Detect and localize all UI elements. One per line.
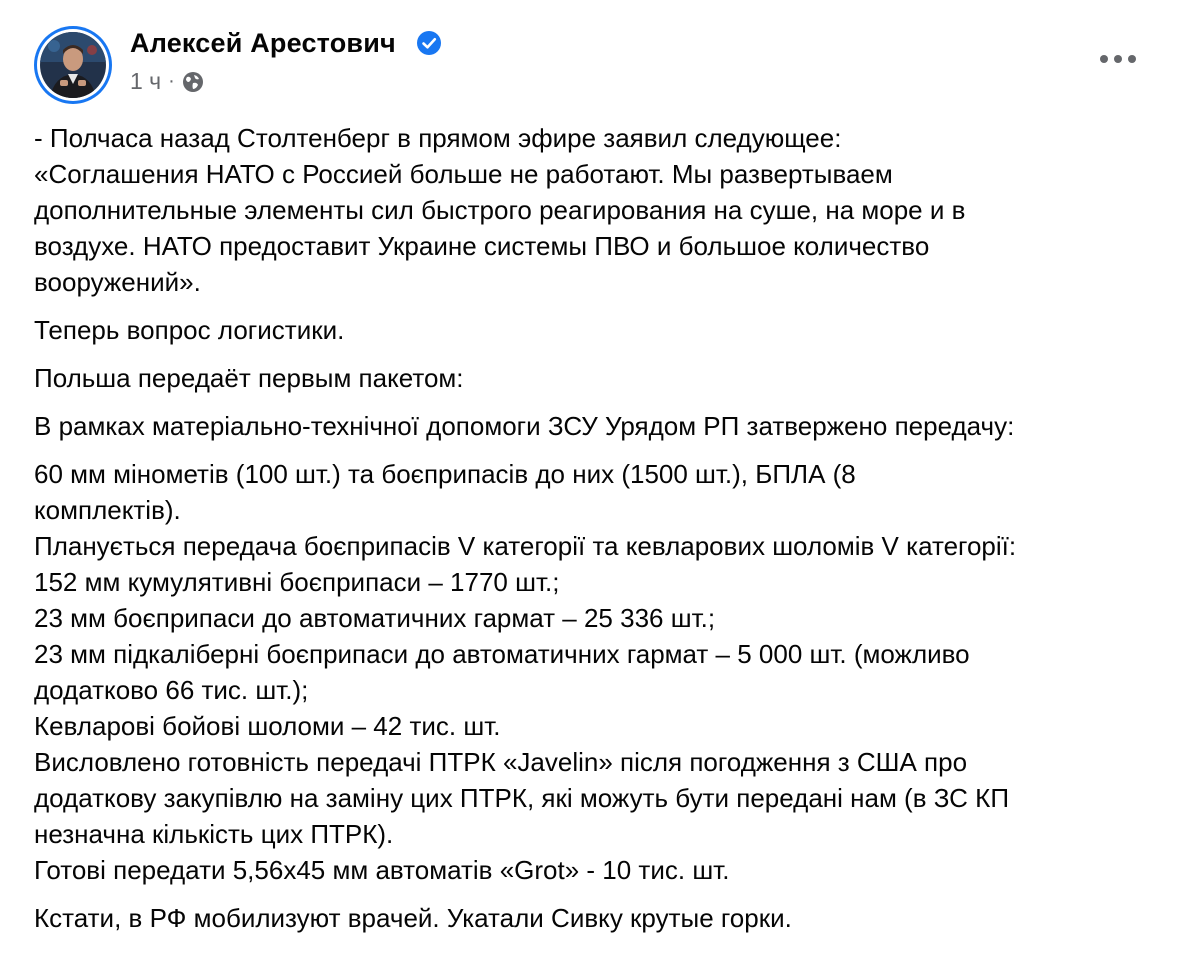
post-timestamp[interactable]: 1 ч: [130, 68, 162, 94]
text-line: Планується передача боєприпасів V категорії та кевларових шоломів V категорії:: [34, 531, 1017, 561]
post-paragraph: [34, 408, 1154, 444]
text-line: 23 мм боєприпаси до автоматичних гармат – 25 336 шт.;: [34, 603, 716, 633]
more-dot: [1114, 55, 1122, 63]
text-line: вооружений».: [34, 267, 201, 297]
text-line: додатково 66 тис. шт.);: [34, 675, 309, 705]
post-paragraph: [34, 456, 1154, 888]
post-paragraph: [34, 360, 1154, 396]
post-paragraph: [34, 120, 1154, 300]
text-line: комплектів).: [34, 495, 181, 525]
author-name[interactable]: Алексей Арестович: [130, 28, 396, 58]
text-line: В рамках матеріально-технічної допомоги ЗСУ Урядом РП затвержено передачу:: [34, 411, 1015, 441]
avatar-ring: [37, 29, 109, 101]
post-paragraph: [34, 312, 1154, 348]
text-line: 152 мм кумулятивні боєприпаси – 1770 шт.;: [34, 567, 560, 597]
text-line: «Соглашения НАТО с Россией больше не работают. Мы развертываем: [34, 159, 893, 189]
text-line: Висловлено готовність передачі ПТРК «Javelin» після погодження з США про: [34, 747, 968, 777]
more-options-icon[interactable]: [1100, 52, 1136, 66]
globe-icon[interactable]: [182, 71, 204, 93]
text-line: дополнительные элементы сил быстрого реагирования на суше, на море и в: [34, 195, 966, 225]
text-line: незначна кількість цих ПТРК).: [34, 819, 394, 849]
meta-separator: ·: [168, 70, 175, 92]
post-header: [34, 26, 1154, 106]
verified-badge-icon: [416, 30, 442, 56]
post-meta: [130, 68, 204, 95]
more-dot: [1100, 55, 1108, 63]
text-line: Готові передати 5,56х45 мм автоматів «Grot» - 10 тис. шт.: [34, 855, 730, 885]
post-body: [34, 120, 1154, 948]
avatar-photo: [40, 32, 106, 98]
text-line: додаткову закупівлю на заміну цих ПТРК, які можуть бути передані нам (в ЗС КП: [34, 783, 1009, 813]
text-line: Кстати, в РФ мобилизуют врачей. Укатали Сивку крутые горки.: [34, 903, 792, 933]
post-paragraph: [34, 900, 1154, 936]
text-line: - Полчаса назад Столтенберг в прямом эфире заявил следующее:: [34, 123, 842, 153]
text-line: 60 мм мінометів (100 шт.) та боєприпасів до них (1500 шт.), БПЛА (8: [34, 459, 856, 489]
text-line: воздухе. НАТО предоставит Украине системы ПВО и большое количество: [34, 231, 930, 261]
text-line: 23 мм підкаліберні боєприпаси до автоматичних гармат – 5 000 шт. (можливо: [34, 639, 970, 669]
author-avatar[interactable]: [34, 26, 112, 104]
more-dot: [1128, 55, 1136, 63]
text-line: Кевларові бойові шоломи – 42 тис. шт.: [34, 711, 501, 741]
text-line: Теперь вопрос логистики.: [34, 315, 345, 345]
text-line: Польша передаёт первым пакетом:: [34, 363, 464, 393]
